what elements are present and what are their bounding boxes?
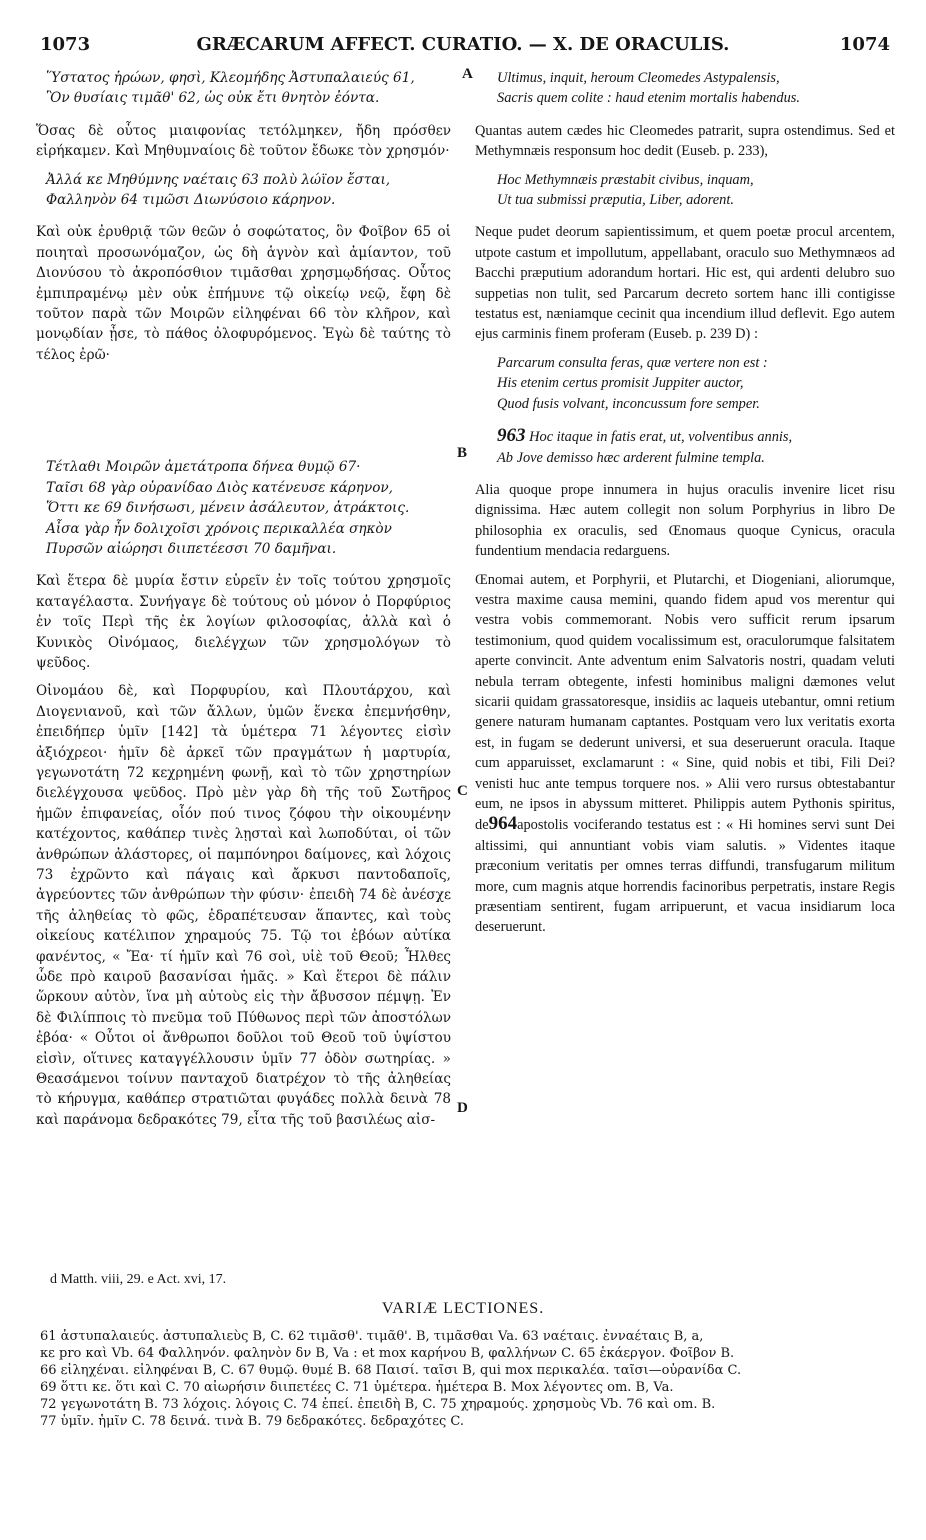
page-header	[0, 34, 926, 66]
verse-line: Πυρσῶν αἰώρησι διιπετέεσσι 70 δαμῆναι.	[46, 540, 337, 557]
verse-line: Parcarum consulta feras, quæ vertere non est :	[497, 354, 768, 371]
page-number-right: 1074	[839, 34, 890, 55]
margin-letter-a: A	[462, 66, 473, 82]
variant-line: 66 εἰληχέναι. εἰληφέναι B, C. 67 θυμῷ. θυμέ B. 68 Παισί. ταῖσι B, qui mox περικαλέα. ταῖσι—οὐρανίδα C.	[40, 1363, 742, 1378]
greek-paragraph-1: Ὅσας δὲ οὗτος μιαιφονίας τετόλμηκεν, ἤδη πρόσθεν εἰρήκαμεν. Καὶ Μηθυμναίοις δὲ τοῦτον ἔδωκε τὸν χρησμόν·	[36, 122, 451, 160]
verse-line: Αἶσα γὰρ ἦν δολιχοῖσι χρόνοις περικαλλέα σηκὸν	[46, 520, 392, 537]
verse-line: Ὕστατος ἡρώων, φησὶ, Κλεομήδης Ἀστυπαλαιεύς 61,	[46, 70, 415, 86]
variae-lectiones	[40, 1328, 890, 1430]
verse-line: Ultimus, inquit, heroum Cleomedes Astypalensis,	[497, 70, 780, 86]
verse-line: Quod fusis volvant, inconcussum fore semper.	[497, 395, 760, 412]
margin-letter-c: C	[457, 783, 468, 799]
greek-verse-3	[46, 457, 451, 559]
verse-line: Ab Jove demisso hæc arderent fulmine templa.	[497, 449, 765, 466]
margin-letter-d: D	[457, 1100, 468, 1116]
verse-line	[497, 426, 895, 447]
latin-verse-3	[497, 353, 895, 414]
variant-line: 61 ἀστυπαλαιεύς. ἀστυπαλιεὺς B, C. 62 τιμᾶσθ'. τιμᾶθ'. B, τιμᾶσθαι Va. 63 ναέταις. ἐνναέταις B, a,	[40, 1329, 704, 1344]
greek-verse-1	[46, 68, 451, 109]
latin-column	[475, 66, 895, 946]
column-number-963: 963	[497, 425, 526, 447]
greek-column	[36, 66, 451, 1138]
verse-line: Ἀλλά κε Μηθύμνης ναέταις 63 πολὺ λώϊον ἔσται,	[46, 171, 391, 188]
page-number-left: 1073	[40, 34, 91, 55]
latin-paragraph-1: Quantas autem cædes hic Cleomedes patrarit, supra ostendimus. Sed et Methymnæis responsum hoc dedit (Euseb. p. 233),	[475, 122, 895, 160]
verse-line: Φαλληνὸν 64 τιμῶσι Διωνύσοιο κάρηνον.	[46, 192, 336, 209]
verse-line: Ὃν θυσίαις τιμᾶθ' 62, ὡς οὐκ ἔτι θνητὸν ἐόντα.	[46, 90, 380, 107]
latin-verse-3b	[497, 426, 895, 468]
footnotes: d Matth. viii, 29. e Act. xvi, 17.	[50, 1272, 227, 1287]
latin-paragraph-4	[475, 570, 895, 938]
variant-line: 69 ὅττι κε. ὅτι καὶ C. 70 αἰωρήσιν διιπετέες C. 71 ὑμέτερα. ἡμέτερα B. Mox λέγοντες om. B, Va.	[40, 1380, 674, 1395]
verse-text: Hoc itaque in fatis erat, ut, volventibus annis,	[529, 429, 793, 446]
verse-line: Ταῖσι 68 γὰρ οὐρανίδαο Διὸς κατένευσε κάρηνον,	[46, 479, 393, 496]
variant-line: κε pro καὶ Vb. 64 Φαλληνόν. φαληνὸν δν B, Va : et mox καρήνου B, φαλλήνων C. 65 ἑκάεργον. Φοῖβον B.	[40, 1346, 735, 1361]
verse-line: Ut tua submissi præputia, Liber, adorent.	[497, 192, 734, 209]
greek-verse-2	[46, 170, 451, 211]
verse-line: Ὅττι κε 69 δινήσωσι, μένειν ἀσάλευτον, ἀτράκτοις.	[46, 500, 410, 517]
paragraph-text: Œnomai autem, et Porphyrii, et Plutarchi, et Diogeniani, aliorumque, vestra maxime causa memini, quando fidem apud vos merentur qui vestra vobis commemorant. Nobis vero sufficit rerum ipsarum testimonium, quod quidem vocalissimum est, oraculorumque falsitatem aperte convincit. Ante adventum enim Salvatoris nostri, quadam veluti nebula terram obtegente, infesti hominibus maligni dæmones velut sicarii quidam grassatoresque, insidiis ac laqueis utebantur, omni retium genere naturam humanam captantes. Postquam vero lux veritatis exorta est, in fugam se dederunt universi, et sua deseruerunt oracula. Itaque cum apparuisset, exclamarunt : « Sine, quid nobis et tibi, Fili Dei? venisti huc ante tempus torquere nos. » Alii vero rursus obtestabantur eum, ne ipsos in abyssum mitteret. Philippis autem Pythonis spiritus, de	[475, 571, 895, 834]
verse-line: Τέτλαθι Μοιρῶν ἀμετάτροπα δήνεα θυμῷ 67·	[46, 459, 361, 476]
greek-paragraph-2: Καὶ οὐκ ἐρυθριᾷ τῶν θεῶν ὁ σοφώτατος, ὃν Φοῖβον 65 οἱ ποιηταὶ προσωνόμαζον, ὡς δὴ ἁγνὸν καὶ ἀμίαντον, τοῦ Διονύσου τὸ ἀκροπόσθιον τιμᾶσθαι χρησμῳδήσας. Οὗτος ἐμπιπραμένῳ μὲν οὐκ ἐπήμυνε τῷ οἰκείῳ νεῷ, ἔφη δὲ τοῦτον παρὰ τῶν Μοιρῶν εἰληφέναι 66 τὸν κλῆρον, καὶ μονῳδίαν ᾖσε, τὸ πάθος ὀλοφυρόμενος. Ἐγὼ δὲ ταύτης τὸ τέλος ἐρῶ·	[36, 224, 451, 363]
latin-verse-2	[497, 170, 895, 211]
paragraph-text: apostolis vociferando testatus est : « Hi homines servi sunt Dei altissimi, qui annuntiant vobis viam salutis. » Videntes itaque præconium veritatis per omnes terras diffundi, transfugarum militum more, cum magnis atque horrendis facinoribus perpetratis, instare Regis præsentiam sentirent, fugam arripuerunt, et vacua insidiarum loca deseruerunt.	[475, 817, 895, 936]
variant-line: 77 ὑμῖν. ἡμῖν C. 78 δεινά. τινὰ B. 79 δεδρακότες. δεδραχότες C.	[40, 1414, 464, 1429]
column-number-964: 964	[488, 813, 518, 835]
greek-paragraph-4: Οἰνομάου δὲ, καὶ Πορφυρίου, καὶ Πλουτάρχου, καὶ Διογενιανοῦ, καὶ τῶν ἄλλων, ὑμῶν ἕνεκα ἐπεμνήσθην, ἐπειδήπερ ὑμῖν [142] τὰ ὑμέτερα 71 λέγοντες εἰσὶν ἀξιόχρεοι· ἡμῖν δὲ ἀρκεῖ τῶν πραγμάτων ἡ μαρτυρία, γεγωνοτάτη 72 κεχρημένη φωνῇ, καὶ τὸ τῶν χρηστηρίων διελέγχουσα ψεῦδος. Πρὸ μὲν γὰρ δὴ τῆς τοῦ Σωτῆρος ἡμῶν ἐπιφανείας, οἷόν πού τινος ζόφου τὴν οἰκουμένην κατέχοντος, καθάπερ τινὲς λῃσταὶ καὶ λωποδύται, οἱ τῶν ἀνθρώπων ἀλάστορες, οἱ παμπόνηροι δαίμονες, καὶ λόχοις 73 ἐχρῶντο καὶ πάγαις καὶ ἄρκυσι παντοδαποῖς, ἀγρεύοντες τῶν ἀνθρώπων τὴν φύσιν· ἐπειδὴ 74 δὲ ἀνέσχε τῆς ἀληθείας τὸ φῶς, ἐδραπέτευσαν ἅπαντες, καὶ τοὺς οἰκείους κατέλιπον χηραμούς 75. Τῷ τοι ἐβόων αὐτίκα φανέντος, « Ἔα· τί ἡμῖν καὶ 76 σοὶ, υἱὲ τοῦ Θεοῦ; Ἦλθες ὧδε πρὸ καιροῦ βασανίσαι ἡμᾶς. » Καὶ ἕτεροι δὲ πάλιν ὥρκουν αὐτὸν, ἵνα μὴ αὐτοὺς εἰς τὴν ἄβυσσον πέμψῃ. Ἐν δὲ Φιλίπποις τὸ πνεῦμα τοῦ Πύθωνος περὶ τῶν ἀποστόλων ἐβόα· « Οὗτοι οἱ ἄνθρωποι δοῦλοι τοῦ Θεοῦ τοῦ ὑψίστου εἰσὶν, οἵτινες καταγγέλλουσιν ὑμῖν 77 ὁδὸν σωτηρίας. » Θεασάμενοι τοίνυν πανταχοῦ διατρέχον τὸ τῆς ἀληθείας τὸ κήρυγμα, καθάπερ στρατιῶται φυγάδες πολλὰ δεινὰ 78 καὶ παράνομα δεδρακότες 79, εἶτα τῆς τοῦ βασιλέως αἰσ-	[36, 683, 451, 1128]
latin-verse-1	[497, 68, 895, 109]
running-title: GRÆCARUM AFFECT. CURATIO. — X. DE ORACULIS.	[196, 34, 730, 55]
verse-line: Hoc Methymnæis præstabit civibus, inquam,	[497, 171, 754, 188]
verse-line: Sacris quem colite : haud etenim mortalis habendus.	[497, 90, 800, 107]
verse-line: His etenim certus promisit Juppiter auctor,	[497, 375, 744, 392]
latin-paragraph-3: Alia quoque prope innumera in hujus oraculis invenire licet risu dignissima. Hæc autem collegit non solum Porphyrius in libro De philosophia ex oraculis, sed Œnomaus quoque Cynicus, oracula fundentium mendacia redarguens.	[475, 481, 895, 560]
greek-paragraph-3: Καὶ ἕτερα δὲ μυρία ἔστιν εὑρεῖν ἐν τοῖς τούτου χρησμοῖς καταγέλαστα. Συνήγαγε δὲ τούτους οὐ μόνον ὁ Πορφύριος ἐν τοῖς Περὶ τῆς ἐκ λογίων φιλοσοφίας, ἀλλὰ καὶ ὁ Κυνικὸς Οἰνόμαος, διελέγχων τῶν χρησμολόγων τὸ ψεῦδος.	[36, 573, 451, 671]
variant-line: 72 γεγωνοτάτη B. 73 λόχοις. λόγοις C. 74 ἐπεί. ἐπειδὴ B, C. 75 χηραμούς. χρησμοὺς Vb. 76 καὶ om. B.	[40, 1397, 716, 1412]
latin-paragraph-2: Neque pudet deorum sapientissimum, et quem poetæ procul arcentem, utpote castum et impollutum, appellabant, oraculo suo Methymnæos ad Bacchi præputium adorandum hortari. Hic est, qui ardenti delubro suo suppetias non tulit, sed Parcarum decreto sortem hanc illi contigisse testatus est, næniamque cecinit qua incendium illud deflevit. Ego autem ejus carminis finem proferam (Euseb. p. 239 D) :	[475, 224, 895, 343]
margin-letter-b: B	[457, 445, 468, 461]
variae-lectiones-title: VARIÆ LECTIONES.	[381, 1300, 545, 1317]
